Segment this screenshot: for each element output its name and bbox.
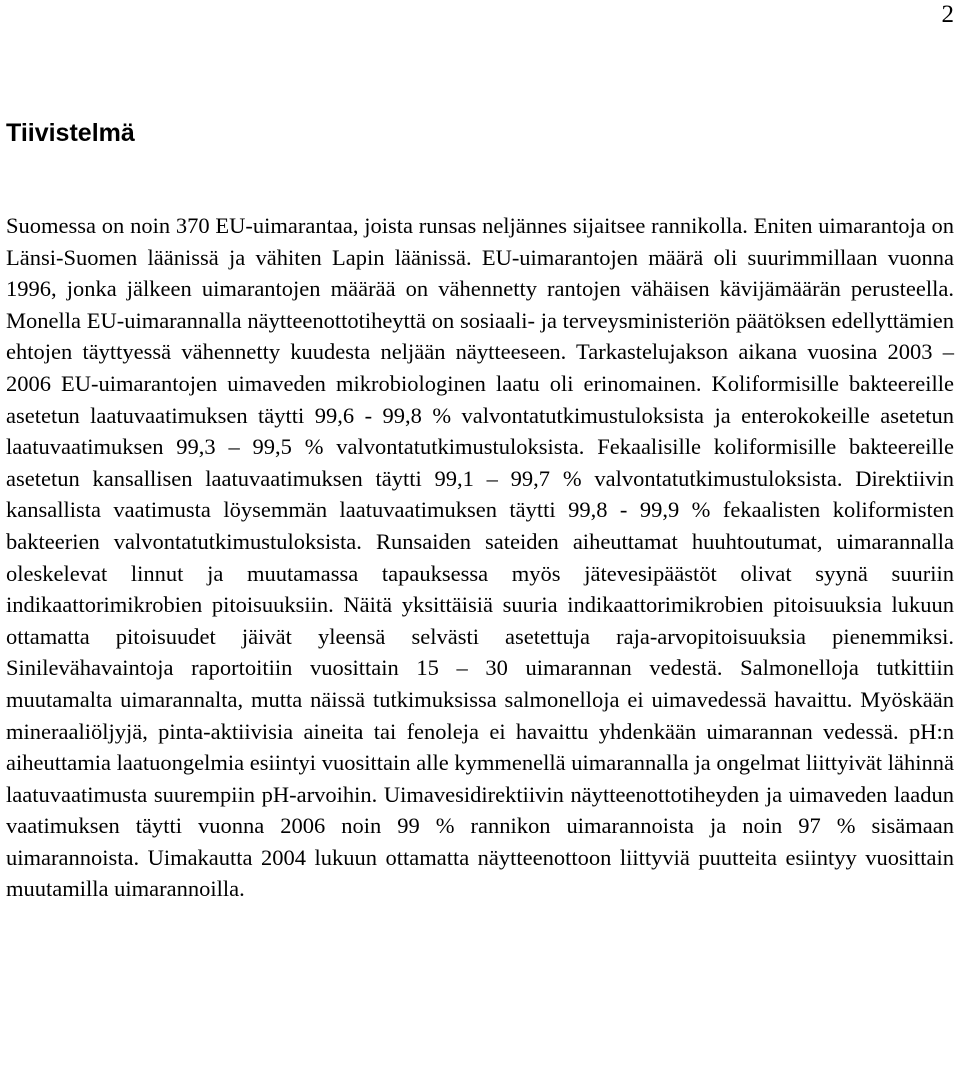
abstract-paragraph: Suomessa on noin 370 EU-uimarantaa, joista runsas neljännes sijaitsee rannikolla. Eniten uimarantoja on Länsi-Suomen läänissä ja vähiten Lapin läänissä. EU-uimarantojen määrä oli suurimmillaan vuonna 1996, jonka jälkeen uimarantojen määrää on vähennetty rantojen vähäisen kävijämäärän perusteella. Monella EU-uimarannalla näytteenottotiheyttä on sosiaali- ja terveysministeriön päätöksen edellyttämien ehtojen täyttyessä vähennetty kuudesta neljään näytteeseen. Tarkastelujakson aikana vuosina 2003 – 2006 EU-uimarantojen uimaveden mikrobiologinen laatu oli erinomainen. Koliformisille bakteereille asetetun laatuvaatimuksen täytti 99,6 - 99,8 % valvontatutkimustuloksista ja enterokokeille asetetun laatuvaatimuksen 99,3 – 99,5 % valvontatutkimustuloksista. Fekaalisille koliformisille bakteereille asetetun kansallisen laatuvaatimuksen täytti 99,1 – 99,7 % valvontatutkimustuloksista. Direktiivin kansallista vaatimusta löysemmän laatuvaatimuksen täytti 99,8 - 99,9 % fekaalisten koliformisten bakteerien valvontatutkimustuloksista. Runsaiden sateiden aiheuttamat huuhtoutumat, uimarannalla oleskelevat linnut ja muutamassa tapauksessa myös jätevesipäästöt olivat syynä suuriin indikaattorimikrobien pitoisuuksiin. Näitä yksittäisiä suuria indikaattorimikrobien pitoisuuksia lukuun ottamatta pitoisuudet jäivät yleensä selvästi asetettuja raja-arvopitoisuuksia pienemmiksi. Sinilevähavaintoja raportoitiin vuosittain 15 – 30 uimarannan vedestä. Salmonelloja tutkittiin muutamalta uimarannalta, mutta näissä tutkimuksissa salmonelloja ei uimavedessä havaittu. Myöskään mineraaliöljyjä, pinta-aktiivisia aineita tai fenoleja ei havaittu yhdenkään uimarannan vedessä. pH:n aiheuttamia laatuongelmia esiintyi vuosittain alle kymmenellä uimarannalla ja ongelmat liittyivät lähinnä laatuvaatimusta suurempiin pH-arvoihin. Uimavesidirektiivin näytteenottotiheyden ja uimaveden laadun vaatimuksen täytti vuonna 2006 noin 99 % rannikon uimarannoista ja noin 97 % sisämaan uimarannoista. Uimakautta 2004 lukuun ottamatta näytteenottoon liittyviä puutteita esiintyy vuosittain muutamilla uimarannoilla.	[6, 213, 954, 902]
page-number: 2	[941, 1, 954, 28]
section-heading: Tiivistelmä	[6, 119, 135, 147]
